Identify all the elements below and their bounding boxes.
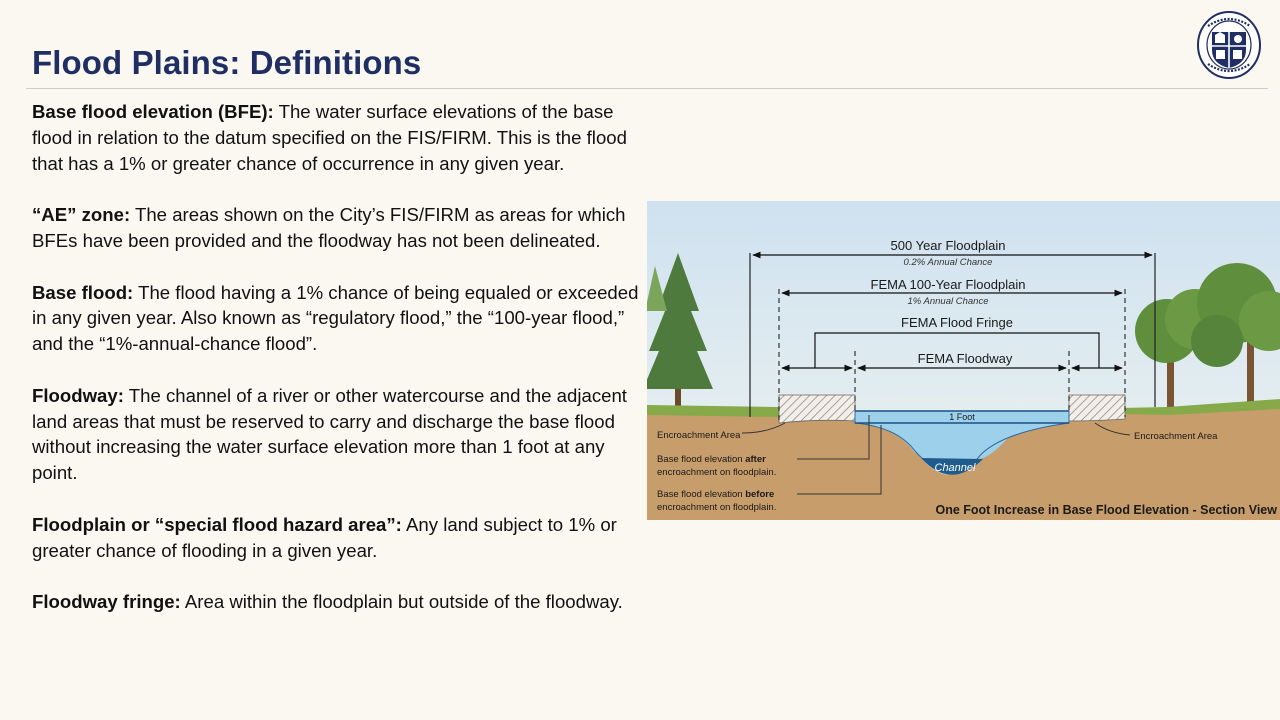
label-one-foot: 1 Foot: [949, 412, 975, 422]
encroachment-right-hatch: [1069, 395, 1125, 421]
definition-text: The channel of a river or other watercourse and the adjacent land areas that must be reserved to carry and discharge the base flood without increasing the water surface elevation more than 1 foot at any point.: [32, 384, 627, 484]
definition-text: The areas shown on the City’s FIS/FIRM as areas for which BFEs have been provided and the floodway has not been delineated.: [32, 204, 626, 251]
label-bfe-after-line2: encroachment on floodplain.: [657, 467, 777, 478]
label-bfe-after: Base flood elevation after: [657, 454, 766, 465]
label-floodway: FEMA Floodway: [917, 351, 1013, 366]
label-500-year-floodplain: 500 Year Floodplain: [890, 238, 1006, 253]
definition-text: Any land subject to 1% or greater chance of flooding in a given year.: [32, 513, 617, 561]
label-500-year-chance: 0.2% Annual Chance: [903, 257, 993, 268]
label-flood-fringe: FEMA Flood Fringe: [901, 315, 1013, 330]
definition-term: Base flood elevation (BFE):: [32, 101, 274, 122]
definition-term: Floodway fringe:: [32, 591, 181, 613]
label-bfe-before: Base flood elevation before: [657, 489, 775, 500]
diagram-caption: One Foot Increase in Base Flood Elevation - Section View: [935, 503, 1277, 517]
label-channel: Channel: [934, 462, 976, 474]
definition-item: [32, 589, 647, 615]
label-100-year-chance: 1% Annual Chance: [907, 296, 989, 307]
definition-item: [32, 99, 647, 176]
definition-item: [32, 383, 647, 486]
definition-term: Floodplain or “special flood hazard area”:: [32, 513, 402, 535]
definition-term: Base flood:: [32, 281, 134, 303]
label-encroachment-left: Encroachment Area: [657, 430, 741, 441]
definition-term: Floodway:: [32, 384, 124, 406]
definition-text: The water surface elevations of the base flood in relation to the datum specified on the FIS/FIRM. This is the flood that has a 1% or greater chance of occurrence in any given year.: [32, 101, 627, 174]
definition-term: “AE” zone:: [32, 204, 131, 226]
definition-item: [32, 202, 647, 254]
label-bfe-before-line2: encroachment on floodplain.: [657, 502, 777, 513]
definition-text: The flood having a 1% chance of being equaled or exceeded in any given year. Also known as “regulatory flood,” the “100-year flood,” and the “1%-annual-chance flood”.: [32, 281, 639, 355]
title-divider: [26, 88, 1268, 89]
label-encroachment-right: Encroachment Area: [1134, 431, 1218, 442]
encroachment-left-hatch: [779, 395, 855, 423]
definition-item: [32, 512, 647, 564]
definition-item: [32, 280, 647, 357]
definition-text: Area within the floodplain but outside of the floodway.: [184, 591, 623, 613]
slide-title: Flood Plains: Definitions: [32, 44, 422, 81]
city-seal-logo: [1196, 10, 1262, 80]
definitions-list: [32, 99, 647, 641]
floodplain-section-diagram: [647, 201, 1280, 520]
label-100-year-floodplain: FEMA 100-Year Floodplain: [870, 277, 1026, 292]
